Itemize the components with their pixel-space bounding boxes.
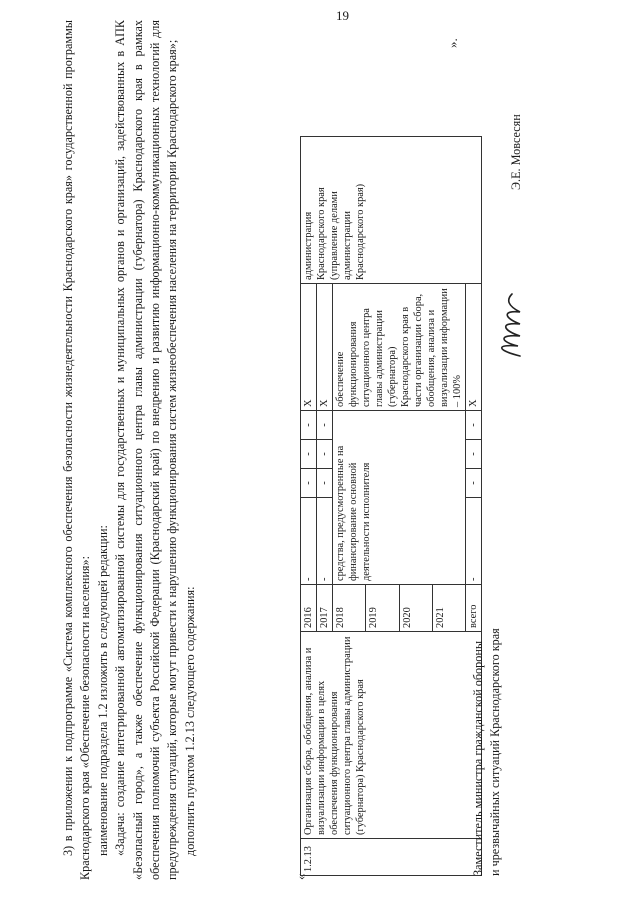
amount-cell: - bbox=[301, 440, 317, 469]
paragraph-subsection-title: наименование подраздела 1.2 изложить в следующей редакции: bbox=[95, 525, 110, 856]
opening-quote: « bbox=[293, 873, 308, 880]
year-cell: 2016 bbox=[301, 585, 317, 632]
amount-cell: - bbox=[466, 440, 482, 469]
item-number-cell: 1.2.13 bbox=[301, 839, 482, 876]
amount-cell: - bbox=[317, 498, 333, 585]
x-cell: X bbox=[317, 284, 333, 411]
amount-cell: - bbox=[301, 469, 317, 498]
executor-cell: администрация Краснодарского края (управление делами администрации Краснодарского края) bbox=[301, 137, 482, 284]
year-cell: 2021 bbox=[432, 585, 465, 632]
signature-title-line: Заместитель министра гражданской обороны bbox=[471, 640, 485, 876]
table-row bbox=[301, 137, 317, 876]
signature-name: Э.Е. Мовсесян bbox=[509, 114, 523, 190]
x-cell: X bbox=[466, 284, 482, 411]
item-name-cell: Организация сбора, обобщения, анализа и визуализации информации в целях обеспечения функционирования ситуационного центра главы администрации (губернатора) Краснодарского края bbox=[301, 632, 482, 839]
year-cell: 2017 bbox=[317, 585, 333, 632]
amount-cell: - bbox=[317, 469, 333, 498]
signature-title-line: и чрезвычайных ситуаций Краснодарского края bbox=[488, 628, 503, 876]
amount-cell: - bbox=[466, 469, 482, 498]
year-cell: 2018 bbox=[333, 585, 366, 632]
signature-title bbox=[470, 628, 505, 876]
page-number: 19 bbox=[336, 8, 349, 23]
year-cell: всего bbox=[466, 585, 482, 632]
result-cell: обеспечение функционирования ситуационного центра главы администрации (губернатора) Краснодарского края в части организации сбора, обобщения, анализа и визуализации информации – 100% bbox=[333, 284, 466, 411]
rotated-document-sheet bbox=[60, 20, 620, 880]
closing-quote: ». bbox=[445, 38, 460, 48]
paragraph-amendment-intro: 3) в приложении к подпрограмме «Система комплексного обеспечения безопасности жизнедеятельности Краснодарского края» государственной программы Краснодарского края «Обеспечение безопасности населения»: bbox=[61, 20, 93, 880]
paragraph-add-item: дополнить пунктом 1.2.13 следующего содержания: bbox=[182, 586, 197, 856]
funding-note-cell: средства, предусмотренные на финансирование основной деятельности исполнителя bbox=[333, 411, 466, 585]
paragraph-task: «Задача: создание интегрированной автоматизированной системы для государственных и муниципальных органов и организаций, задействованных в АПК «Безопасный город», а также обеспечение функционирования ситуационного центра главы администрации (губернатора) Краснодарского края в рамках обеспечения полномочий субъекта Российской Федерации (Краснодарский край) по внедрению и развитию информационно-коммуникационных технологий для предупреждения ситуаций, которые могут привести к нарушению функционирования систем жизнеобеспечения населения на территории Краснодарского края»; bbox=[113, 20, 180, 880]
amount-cell: - bbox=[466, 411, 482, 440]
amount-cell: - bbox=[466, 498, 482, 585]
amount-cell: - bbox=[317, 411, 333, 440]
year-cell: 2019 bbox=[366, 585, 399, 632]
handwritten-signature-icon bbox=[490, 290, 530, 360]
amount-cell: - bbox=[301, 498, 317, 585]
year-cell: 2020 bbox=[399, 585, 432, 632]
measures-table bbox=[300, 136, 482, 876]
x-cell: X bbox=[301, 284, 317, 411]
amount-cell: - bbox=[317, 440, 333, 469]
amount-cell: - bbox=[301, 411, 317, 440]
